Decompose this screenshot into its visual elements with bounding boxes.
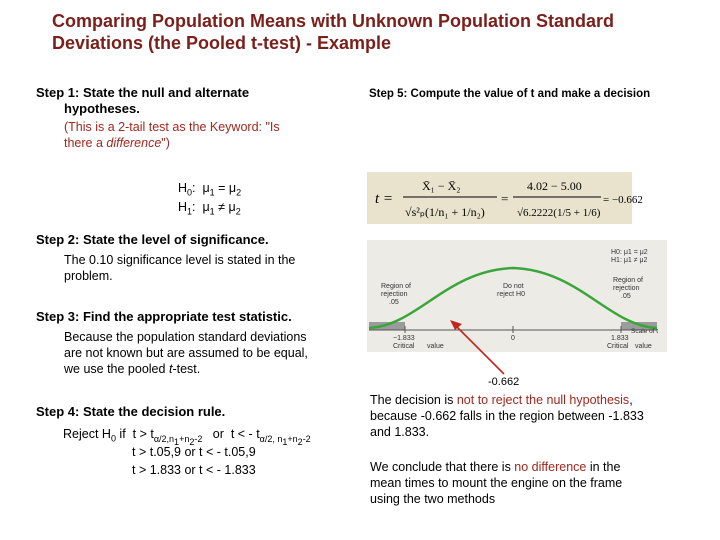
- test-value-label: -0.662: [488, 376, 520, 388]
- left-region-label: Region of rejection .05: [381, 283, 411, 306]
- svg-text:=: =: [501, 191, 509, 206]
- do-not-reject-label: Do not reject H0: [497, 283, 526, 298]
- equation-graphic: [367, 172, 643, 224]
- svg-text:√s²ₚ(1/n₁ + 1/n₂): √s²ₚ(1/n₁ + 1/n₂): [405, 205, 485, 219]
- arrow-to-test-value: [440, 308, 560, 378]
- step3-block: [36, 309, 366, 377]
- step2-text: The 0.10 significance level is stated in the problem.: [64, 253, 296, 283]
- step5-heading: Step 5: Compute the value of t and make a decision: [369, 88, 651, 100]
- svg-text:X̄₁ − X̄₂: X̄₁ − X̄₂: [422, 179, 461, 193]
- right-critical-label: Critical value: [607, 343, 652, 350]
- step3-heading: Step 3: Find the appropriate test statistic.: [36, 309, 292, 324]
- decision-rule-line1: Reject $H_0$ if $t > t_{\alpha/2,n_1+n_2-2}$ or t < - $t_{\alpha/2, n_1+n_2-2}$: [63, 427, 311, 447]
- right-region-label: Region of rejection .05: [613, 277, 643, 300]
- step1-heading: Step 1: State the null and alternate hypotheses.: [36, 85, 250, 116]
- chart-hypotheses: H0: μ1 = μ2 H1: μ1 ≠ μ2: [611, 249, 648, 264]
- step1-block: [36, 85, 336, 151]
- null-hypothesis: $H_0$: $\mu_1 = \mu_2$: [178, 181, 242, 198]
- svg-text:= −0.662: = −0.662: [603, 194, 643, 206]
- scale-label: Scale of t: [631, 328, 659, 335]
- left-critical-label: Critical value: [393, 343, 444, 350]
- tick-zero: 0: [511, 335, 515, 342]
- step1-note: (This is a 2-tail test as the Keyword: "Is there a difference"): [64, 120, 280, 150]
- tick-right: 1.833: [611, 335, 629, 342]
- tick-left: −1.833: [393, 335, 415, 342]
- svg-text:4.02 − 5.00: 4.02 − 5.00: [527, 179, 582, 193]
- alternate-hypothesis: $H_1$: $\mu_1 \ne \mu_2$: [178, 200, 241, 217]
- page-title: Comparing Population Means with Unknown Population Standard Deviations (the Pooled t-test) - Example: [52, 11, 614, 53]
- left-rejection-region: [369, 322, 405, 330]
- step3-text: Because the population standard deviations are not known but are assumed to be equal, we use the pooled t-test.: [64, 330, 308, 376]
- hypotheses: [178, 180, 241, 215]
- decision-rule-line2: t > t.05,9 or t < - t.05,9: [132, 445, 256, 459]
- svg-text:√6.2222(1/5 + 1/6): √6.2222(1/5 + 1/6): [517, 207, 601, 219]
- step4-heading: Step 4: State the decision rule.: [36, 404, 226, 419]
- step2-block: [36, 232, 356, 284]
- decision-rule-line3: t > 1.833 or t < - 1.833: [132, 463, 256, 477]
- conclusion-text: We conclude that there is no difference in the mean times to mount the engine on the frame using the two methods: [370, 460, 623, 506]
- decision-text: The decision is not to reject the null hypothesis, because -0.662 falls in the region between -1.833 and 1.833.: [370, 393, 644, 439]
- step4-block: [36, 404, 366, 478]
- svg-text:t =: t =: [375, 191, 394, 207]
- t-statistic-equation: [367, 172, 643, 224]
- step2-heading: Step 2: State the level of significance.: [36, 232, 269, 247]
